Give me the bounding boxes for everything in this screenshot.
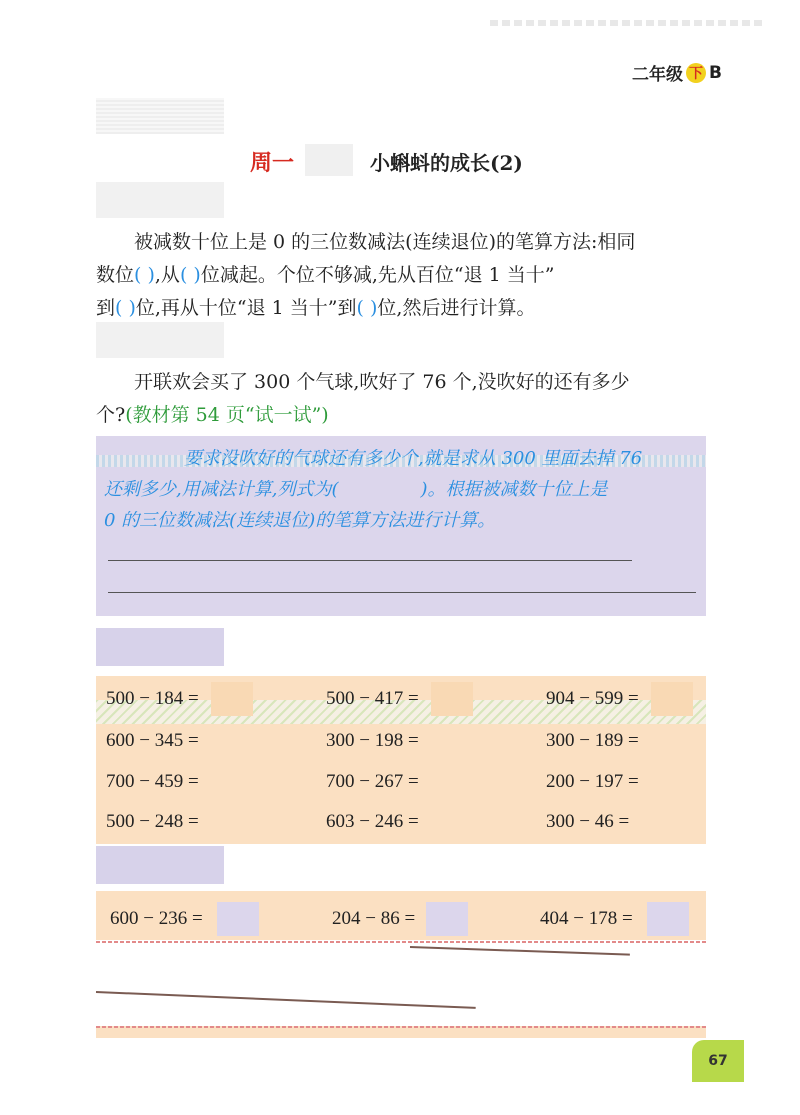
writing-line-2[interactable] xyxy=(108,592,696,593)
section-tag-practice-1 xyxy=(96,628,224,666)
calc-item: 404 − 178 = xyxy=(540,908,633,929)
answer-blank-4[interactable]: ( ) xyxy=(356,297,378,319)
rule-paragraph xyxy=(96,226,706,325)
answer-box[interactable] xyxy=(217,902,259,936)
rule-text: 位减起。个位不够减,先从百位“退 1 当十” xyxy=(200,264,555,286)
calc-item: 600 − 236 = xyxy=(110,908,203,929)
rule-line-3 xyxy=(96,292,706,325)
answer-box[interactable] xyxy=(431,682,473,716)
calc-item: 204 − 86 = xyxy=(332,908,416,929)
calc-item: 300 − 46 = xyxy=(546,811,630,832)
hint-text-part: 还剩多少,用减法计算,列式为( xyxy=(104,479,339,500)
day-decoration xyxy=(305,144,353,176)
problem-line-2 xyxy=(96,399,706,432)
section-tag-practice-2 xyxy=(96,846,224,884)
dotted-border-top xyxy=(96,941,706,943)
answer-blank-1[interactable]: ( ) xyxy=(134,264,155,286)
section-header-graphic xyxy=(96,98,224,134)
page-number: 67 xyxy=(692,1040,744,1082)
grade-label xyxy=(632,60,722,85)
calc-item: 600 − 345 = xyxy=(106,730,199,751)
calc-item: 200 − 197 = xyxy=(546,771,639,792)
hint-text-part: )。根据被减数十位上是 xyxy=(420,479,608,500)
top-header-lines xyxy=(490,20,765,26)
hint-line-3: 0 的三位数减法(连续退位)的笔算方法进行计算。 xyxy=(104,510,496,531)
answer-box[interactable] xyxy=(211,682,253,716)
rule-text: 位,然后进行计算。 xyxy=(377,297,536,319)
answer-blank-3[interactable]: ( ) xyxy=(115,297,136,319)
grade-prefix: 二年级 xyxy=(632,65,684,85)
rule-line-1: 被减数十位上是 0 的三位数减法(连续退位)的笔算方法:相同 xyxy=(134,231,636,253)
day-label: 周一 xyxy=(250,151,295,176)
grade-circle-badge: 下 xyxy=(686,63,706,83)
calc-item: 904 − 599 = xyxy=(546,688,639,709)
calc-item: 300 − 189 = xyxy=(546,730,639,751)
rule-text: ,从 xyxy=(154,264,180,286)
problem-line-1: 开联欢会买了 300 个气球,吹好了 76 个,没吹好的还有多少 xyxy=(134,371,630,393)
calc-item: 700 − 267 = xyxy=(326,771,419,792)
lesson-title: 小蝌蚪的成长(2) xyxy=(370,151,523,175)
problem-paragraph xyxy=(96,366,706,432)
answer-box[interactable] xyxy=(651,682,693,716)
grade-suffix: B xyxy=(709,62,722,83)
answer-box[interactable] xyxy=(647,902,689,936)
section-tag-knowledge xyxy=(96,182,224,218)
calc-item: 603 − 246 = xyxy=(326,811,419,832)
textbook-reference: (教材第 54 页“试一试”) xyxy=(125,404,329,426)
answer-box[interactable] xyxy=(426,902,468,936)
rule-text: 到 xyxy=(96,297,116,319)
calc-item: 500 − 248 = xyxy=(106,811,199,832)
rule-line-2 xyxy=(96,259,706,292)
calc-item: 500 − 417 = xyxy=(326,688,419,709)
hint-line-1: 要求没吹好的气球还有多少个,就是求从 300 里面去掉 76 xyxy=(184,448,643,469)
rule-text: 位,再从十位“退 1 当十”到 xyxy=(135,297,357,319)
calc-item: 500 − 184 = xyxy=(106,688,199,709)
calc-item: 700 − 459 = xyxy=(106,771,199,792)
answer-blank-2[interactable]: ( ) xyxy=(179,264,201,286)
hint-line-2 xyxy=(104,474,704,505)
calc-item: 300 − 198 = xyxy=(326,730,419,751)
rule-text: 数位 xyxy=(96,264,135,286)
dotted-border-bottom xyxy=(96,1026,706,1028)
writing-line-1[interactable] xyxy=(108,560,632,561)
problem-text: 个? xyxy=(96,404,126,426)
hint-text xyxy=(104,443,704,536)
section-tag-example xyxy=(96,322,224,358)
